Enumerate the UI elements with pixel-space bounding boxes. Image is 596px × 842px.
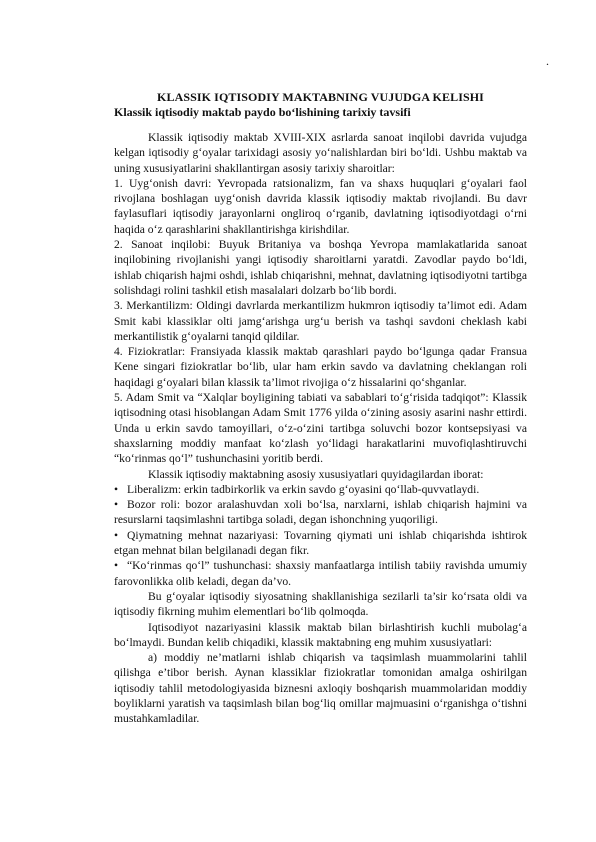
bullet-item [114, 558, 527, 589]
closing-paragraph: Iqtisodiyot nazariyasini klassik maktab bilan birlashtirish kuchli mubolag‘a bo‘lmaydi. Bundan kelib chiqadiki, klassik maktabning eng muhim xususiyatlari: [114, 620, 527, 649]
bullet-icon: • [114, 559, 119, 573]
bullet-text: Liberalizm: erkin tadbirkorlik va erkin savdo g‘oyasini qo‘llab-quvvatlaydi. [127, 482, 480, 496]
condition-item-4: 4. Fiziokratlar: Fransiyada klassik maktab qarashlari paydo bo‘lgunga qadar Fransua Kene singari fiziokratlar bo‘lib, ular ham erkin savdo va davlatning cheklangan roli haqidagi g‘oyalari bilan klassik ta’limot rivojiga o‘z hissalarini qo‘shganlar. [114, 345, 527, 389]
corner-mark: . [546, 54, 549, 68]
condition-item-5: 5. Adam Smit va “Xalqlar boyligining tabiati va sabablari to‘g‘risida tadqiqot”: Klassik iqtisodning otasi hisoblangan Adam Smit 1776 yilda o‘zining asosiy asarini nashr ettirdi. Unda u erkin savdo tamoyillari, o‘z-o‘zini tartibga soluvchi bozor kontsepsiyasi va shaxslarning moddiy manfaat ko‘zlash yo‘lidagi harakatlarini muvofiqlashtiruvchi “ko‘rinmas qo‘l” tushunchasini yoritib berdi. [114, 391, 527, 466]
closing-paragraph: a) moddiy ne’matlarni ishlab chiqarish va taqsimlash muammolarini tahlil qilishga e’tibor berish. Aynan klassiklar fiziokratlar tomonidan amalga oshirilgan iqtisodiy tahlil metodologiyasida biznesni axloqiy boshqarish muammolaridan moddiy boyliklarni yaratish va taqsimlash bilan bog‘liq omillar majmuasini o‘rganishga o‘tishni mustahkamladilar. [114, 651, 527, 726]
page-title: KLASSIK IQTISODIY MAKTABNING VUJUDGA KELISHI [157, 90, 484, 104]
bullet-text: Qiymatning mehnat nazariyasi: Tovarning qiymati uni ishlab chiqarishda ishtirok etgan mehnat bilan belgilanadi degan fikr. [114, 528, 527, 558]
bullet-icon: • [114, 528, 119, 542]
bullet-item [114, 497, 527, 528]
page-subtitle: Klassik iqtisodiy maktab paydo bo‘lishining tarixiy tavsifi [114, 105, 411, 119]
document-content [114, 90, 527, 727]
features-intro-paragraph: Klassik iqtisodiy maktabning asosiy xususiyatlari quyidagilardan iborat: [148, 467, 484, 481]
bullet-item [114, 528, 527, 559]
bullet-text: Bozor roli: bozor aralashuvdan xoli bo‘lsa, narxlarni, ishlab chiqarish hajmini va resurslarni taqsimlashni tartibga soladi, degan ishonchning yuqoriligi. [114, 498, 527, 527]
condition-item-2: 2. Sanoat inqilobi: Buyuk Britaniya va boshqa Yevropa mamlakatlarida sanoat inqilobining rivojlanishi yangi iqtisodiy sharoitlarni yaratdi. Zavodlar paydo bo‘ldi, ishlab chiqarish hajmi oshdi, ishlab chiqarishni, mehnat, davlatning iqtisodiyotni tartibga solishdagi rolini tashkil etish masalalari dolzarb bo‘lib bordi. [114, 238, 527, 297]
bullet-item [114, 482, 527, 497]
condition-item-1: 1. Uyg‘onish davri: Yevropada ratsionalizm, fan va shaxs huquqlari g‘oyalari faol rivojlana boshlagan uyg‘onish davrida klassik iqtisodiy maktab rivojlandi. Bu davr faylasuflari iqtisodiy jarayonlarni ongliroq o‘rganib, davlatning iqtisodiyotdagi o‘rni haqida o‘z qarashlarini shakllantirishga kirishdilar. [114, 176, 527, 236]
bullet-icon: • [114, 482, 119, 496]
document-body [114, 130, 527, 727]
bullet-icon: • [114, 498, 119, 512]
bullet-text: “Ko‘rinmas qo‘l” tushunchasi: shaxsiy manfaatlarga intilish tabiiy ravishda umumiy farovonlikka olib keladi, degan da’vo. [114, 559, 527, 588]
closing-paragraph: Bu g‘oyalar iqtisodiy siyosatning shakllanishiga sezilarli ta’sir ko‘rsata oldi va iqtisodiy fikrning muhim elementlari bo‘lib qolmoqda. [114, 589, 527, 619]
intro-paragraph: Klassik iqtisodiy maktab XVIII-XIX asrlarda sanoat inqilobi davrida vujudga kelgan iqtisodiy g‘oyalar tarixidagi asosiy yo‘nalishlardan biri bo‘ldi. Ushbu maktab va uning xususiyatlarini shakllantirgan asosiy tarixiy sharoitlar: [114, 131, 527, 175]
condition-item-3: 3. Merkantilizm: Oldingi davrlarda merkantilizm hukmron iqtisodiy ta’limot edi. Adam Smit kabi klassiklar olti jamg‘arishga urg‘u berish va tashqi savdoni cheklash kabi merkantilistik g‘oyalarni tanqid qildilar. [114, 299, 527, 343]
